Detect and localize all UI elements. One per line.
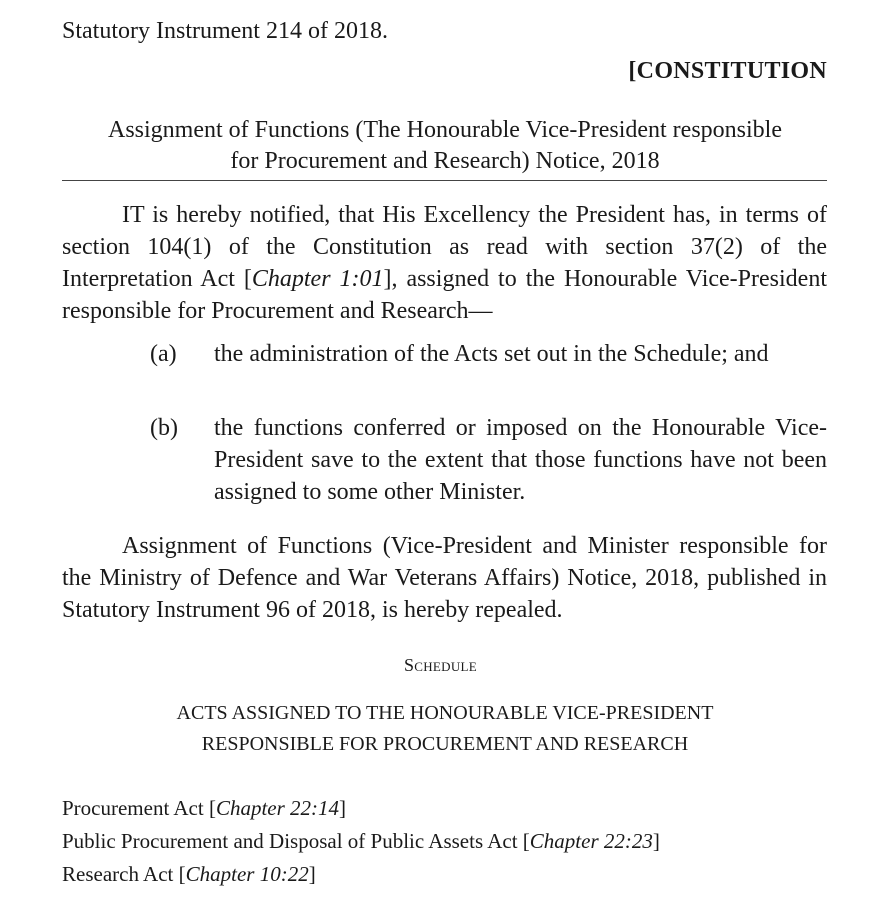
acts-heading-line: ACTS ASSIGNED TO THE HONOURABLE VICE-PRESIDENT [176,702,714,724]
list-item-text: the administration of the Acts set out in the Schedule; and [214,341,769,367]
list-item-letter: (a) [150,341,177,367]
notice-title-line: Assignment of Functions (The Honourable Vice-President responsible [108,117,782,143]
act-name: Procurement Act [ [62,796,216,820]
repeal-paragraph: Assignment of Functions (Vice-President and Minister responsible for the Ministry of Defence and War Veterans Affairs) Notice, 2018, published in Statutory Instrument 96 of 2018, is hereby repealed. [62,533,827,623]
bracket-close: ] [339,796,347,820]
notification-paragraph [62,199,827,327]
list-item-text: the functions conferred or imposed on the Honourable Vice-President save to the extent that those functions have not been assigned to some other Minister. [214,415,827,505]
section-tag: [CONSTITUTION [628,58,827,84]
act-entry [62,825,660,858]
statutory-instrument-number: Statutory Instrument 214 of 2018. [62,18,388,44]
chapter-reference: Chapter 22:23 [529,829,653,853]
chapter-reference: Chapter 1:01 [251,266,384,292]
chapter-reference: Chapter 10:22 [185,862,309,886]
act-name: Research Act [ [62,862,186,886]
act-name: Public Procurement and Disposal of Public Assets Act [ [62,829,530,853]
schedule-heading: Schedule [403,655,478,675]
act-entry [62,858,660,891]
bracket-close: ] [308,862,316,886]
act-entry [62,792,660,825]
acts-list [62,792,660,891]
title-divider [62,180,827,181]
list-item [150,338,827,370]
paragraph-text: ], assigned to the Honourable Vice-President responsible for Procurement and Research— [62,266,827,324]
list-item-letter: (b) [150,415,178,441]
list-item [150,412,827,508]
acts-heading-line: RESPONSIBLE FOR PROCUREMENT AND RESEARCH [201,733,689,755]
acts-heading [50,698,840,760]
chapter-reference: Chapter 22:14 [215,796,340,820]
notice-title-line: for Procurement and Research) Notice, 2018 [230,148,660,174]
paragraph-text: IT is hereby notified, that His Excellency the President has, in terms of section 104(1) of the Constitution as read with section 37(2) of the Interpretation Act [ [62,202,827,292]
bracket-close: ] [652,829,660,853]
notice-title [50,115,840,177]
